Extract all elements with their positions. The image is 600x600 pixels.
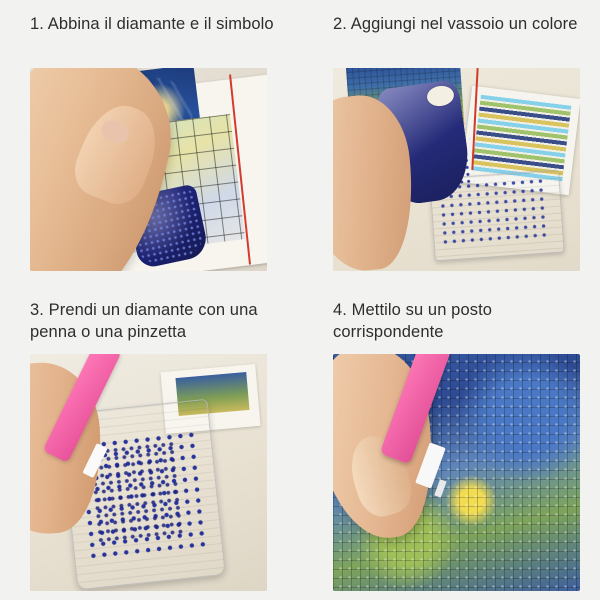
step-2-caption: 2. Aggiungi nel vassoio un colore	[333, 15, 578, 33]
step-3-caption: 3. Prendi un diamante con una penna o una pinzetta	[30, 301, 258, 341]
step-1-caption: 1. Abbina il diamante e il simbolo	[30, 15, 274, 33]
step-2	[333, 14, 600, 271]
step-2-photo	[333, 68, 580, 271]
step-1	[30, 14, 298, 271]
step-3	[30, 300, 298, 591]
step-4-photo	[333, 354, 580, 591]
step-4-caption: 4. Mettilo su un posto corrispondente	[333, 301, 493, 341]
step-1-photo	[30, 68, 267, 271]
step-4	[333, 300, 600, 591]
step-3-photo	[30, 354, 267, 591]
